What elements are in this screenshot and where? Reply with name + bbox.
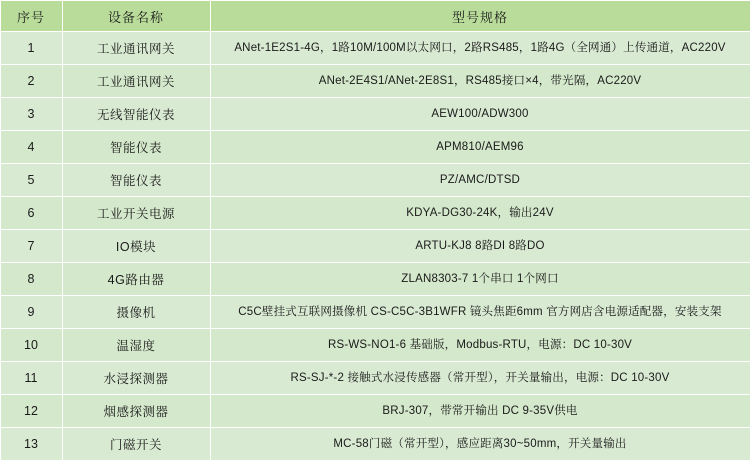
cell-model-spec: ARTU-KJ8 8路DI 8路DO (210, 230, 750, 263)
cell-model-spec: AEW100/ADW300 (210, 98, 750, 131)
cell-device-name: 温湿度 (62, 329, 210, 362)
table-row (0, 296, 750, 329)
cell-index: 2 (0, 65, 62, 98)
cell-index: 10 (0, 329, 62, 362)
cell-device-name: 门磁开关 (62, 428, 210, 461)
cell-index: 11 (0, 362, 62, 395)
cell-device-name: 工业开关电源 (62, 197, 210, 230)
cell-model-spec: RS-WS-NO1-6 基础版，Modbus-RTU，电源：DC 10-30V (210, 329, 750, 362)
cell-model-spec: ZLAN8303-7 1个串口 1个网口 (210, 263, 750, 296)
table-header (0, 1, 750, 32)
cell-device-name: IO模块 (62, 230, 210, 263)
table-row (0, 32, 750, 65)
cell-index: 9 (0, 296, 62, 329)
cell-model-spec: APM810/AEM96 (210, 131, 750, 164)
cell-model-spec: RS-SJ-*-2 接触式水浸传感器（常开型），开关量输出，电源：DC 10-30V (210, 362, 750, 395)
table-row (0, 395, 750, 428)
cell-index: 3 (0, 98, 62, 131)
cell-device-name: 水浸探测器 (62, 362, 210, 395)
table-row (0, 230, 750, 263)
table-row (0, 197, 750, 230)
table-row (0, 65, 750, 98)
table-row (0, 263, 750, 296)
cell-index: 5 (0, 164, 62, 197)
cell-index: 12 (0, 395, 62, 428)
table-row (0, 164, 750, 197)
table-row (0, 131, 750, 164)
cell-device-name: 工业通讯网关 (62, 32, 210, 65)
cell-device-name: 4G路由器 (62, 263, 210, 296)
column-header-index: 序号 (0, 1, 62, 32)
cell-model-spec: PZ/AMC/DTSD (210, 164, 750, 197)
cell-model-spec: MC-58门磁（常开型），感应距离30~50mm，开关量输出 (210, 428, 750, 461)
table-row (0, 362, 750, 395)
cell-model-spec: ANet-1E2S1-4G，1路10M/100M以太网口，2路RS485，1路4G（全网通）上传通道，AC220V (210, 32, 750, 65)
cell-index: 1 (0, 32, 62, 65)
cell-model-spec: C5C壁挂式互联网摄像机 CS-C5C-3B1WFR 镜头焦距6mm 官方网店含电源适配器，安装支架 (210, 296, 750, 329)
column-header-device-name: 设备名称 (62, 1, 210, 32)
table-row (0, 98, 750, 131)
cell-index: 13 (0, 428, 62, 461)
cell-device-name: 工业通讯网关 (62, 65, 210, 98)
cell-model-spec: BRJ-307，带常开输出 DC 9-35V供电 (210, 395, 750, 428)
cell-model-spec: KDYA-DG30-24K，输出24V (210, 197, 750, 230)
cell-device-name: 摄像机 (62, 296, 210, 329)
cell-device-name: 智能仪表 (62, 131, 210, 164)
cell-index: 4 (0, 131, 62, 164)
cell-index: 6 (0, 197, 62, 230)
column-header-model-spec: 型号规格 (210, 1, 750, 32)
cell-device-name: 无线智能仪表 (62, 98, 210, 131)
cell-model-spec: ANet-2E4S1/ANet-2E8S1，RS485接口×4，带光隔，AC220V (210, 65, 750, 98)
cell-device-name: 烟感探测器 (62, 395, 210, 428)
table-header-row (0, 1, 750, 32)
cell-index: 7 (0, 230, 62, 263)
table-body (0, 32, 750, 461)
cell-device-name: 智能仪表 (62, 164, 210, 197)
table-row (0, 428, 750, 461)
table-row (0, 329, 750, 362)
cell-index: 8 (0, 263, 62, 296)
